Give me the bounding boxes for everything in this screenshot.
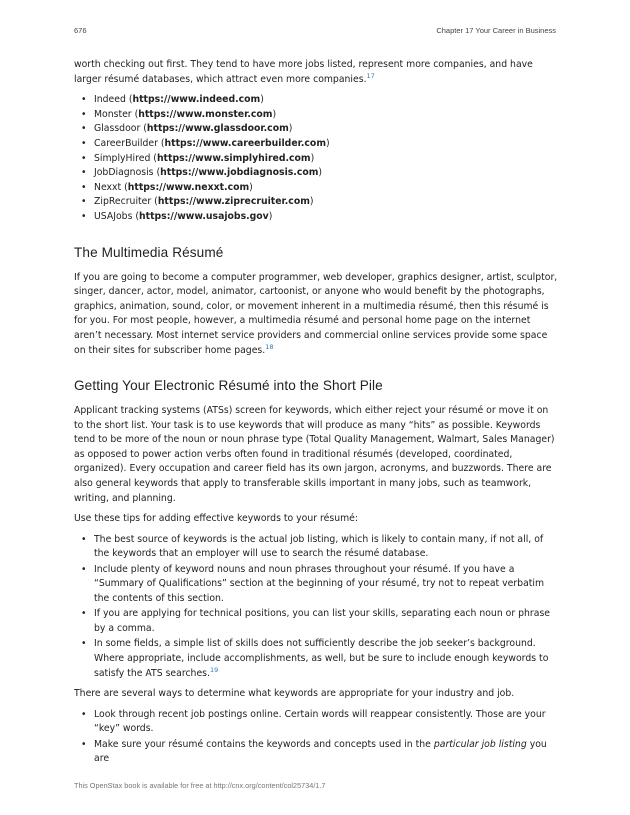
footnote-ref-17[interactable]: 17: [366, 71, 375, 80]
multimedia-paragraph: [74, 271, 558, 359]
list-item: • Glassdoor (https://www.glassdoor.com): [74, 122, 558, 137]
footnote-ref-19[interactable]: 19: [209, 665, 219, 674]
site-link[interactable]: https://www.glassdoor.com: [146, 123, 289, 135]
site-name: USAJobs: [94, 210, 133, 222]
list-item: • Look through recent job postings online. Certain words will reappear consistently. Those are your “key” words.: [74, 708, 558, 737]
site-name: Indeed: [94, 94, 126, 106]
ways-list: [74, 708, 558, 767]
page-footer: This OpenStax book is available for free at http://cnx.org/content/col25734/1.7: [74, 781, 326, 790]
site-name: ZipRecruiter: [94, 196, 152, 208]
multimedia-text: If you are going to become a computer programmer, web developer, graphics designer, artist, sculptor, singer, dancer, actor, model, animator, cartoonist, or anyone who would benefit by the photographs, graphics, animation, sound, color, or movement inherent in a multimedia résumé, then this résumé is for you. For most people, however, a multimedia résumé and personal home page on the internet aren’t necessary. Most internet service providers and commercial online services provide some space on their sites for subscriber home pages.: [74, 271, 558, 356]
page-content: [74, 58, 558, 773]
section-heading-electronic: Getting Your Electronic Résumé into the Short Pile: [74, 378, 383, 394]
site-link[interactable]: https://www.indeed.com: [132, 94, 261, 106]
site-name: CareerBuilder: [94, 137, 158, 149]
page-number: 676: [74, 26, 87, 35]
list-item: • Indeed (https://www.indeed.com): [74, 93, 558, 108]
site-link[interactable]: https://www.usajobs.gov: [139, 210, 269, 222]
list-item: [74, 637, 558, 681]
section-heading-multimedia: The Multimedia Résumé: [74, 244, 224, 260]
list-item: [74, 738, 558, 767]
ways-intro: There are several ways to determine what keywords are appropriate for your industry and job.: [74, 688, 515, 700]
chapter-title: Chapter 17 Your Career in Business: [436, 26, 556, 35]
list-item: • ZipRecruiter (https://www.ziprecruiter.com): [74, 195, 558, 210]
intro-text: worth checking out first. They tend to have more jobs listed, represent more companies, and have larger résumé databases, which attract even more companies.: [74, 59, 533, 85]
list-item: • SimplyHired (https://www.simplyhired.com): [74, 152, 558, 167]
site-link[interactable]: https://www.jobdiagnosis.com: [160, 167, 319, 179]
job-sites-list: [74, 93, 558, 224]
list-item: • Nexxt (https://www.nexxt.com): [74, 181, 558, 196]
site-name: Monster: [94, 108, 132, 120]
list-item: • The best source of keywords is the actual job listing, which is likely to contain many, if not all, of the keywords that an employer will use to search the résumé database.: [74, 533, 558, 562]
way-emphasis: particular job listing: [433, 738, 527, 750]
site-link[interactable]: https://www.monster.com: [138, 108, 273, 120]
tip-text: In some fields, a simple list of skills does not sufficiently describe the job seeker’s background. Where appropriate, include accomplishments, as well, but be sure to include enough keywords to satisfy the ATS searches.: [94, 638, 549, 679]
electronic-paragraph: Applicant tracking systems (ATSs) screen for keywords, which either reject your résumé or move it on to the short list. Your task is to use keywords that will produce as many “hits” as possible. Keywords tend to be more of the noun or noun phrase type (Total Quality Management, Walmart, Sales Manager) as opposed to power action verbs often found in traditional résumés (developed, coordinated, organized). Every occupation and career field has its own jargon, acronyms, and buzzwords. There are also general keywords that apply to transferable skills important in many jobs, such as teamwork, writing, and planning.: [74, 405, 555, 504]
list-item: • JobDiagnosis (https://www.jobdiagnosis.com): [74, 166, 558, 181]
list-item: • USAJobs (https://www.usajobs.gov): [74, 210, 558, 225]
list-item: • Include plenty of keyword nouns and noun phrases throughout your résumé. If you have a “Summary of Qualifications” section at the beginning of your résumé, try not to repeat verbatim the contents of this section.: [74, 563, 558, 607]
tips-intro: Use these tips for adding effective keywords to your résumé:: [74, 513, 359, 525]
list-item: • CareerBuilder (https://www.careerbuilder.com): [74, 137, 558, 152]
way-text-end: you are: [94, 738, 547, 765]
tips-list: [74, 533, 558, 681]
site-link[interactable]: https://www.nexxt.com: [127, 181, 250, 193]
list-item: • Monster (https://www.monster.com): [74, 108, 558, 123]
intro-paragraph: [74, 58, 558, 87]
site-name: SimplyHired: [94, 152, 151, 164]
list-item: • If you are applying for technical positions, you can list your skills, separating each noun or phrase by a comma.: [74, 607, 558, 636]
site-name: Nexxt: [94, 181, 122, 193]
site-link[interactable]: https://www.ziprecruiter.com: [157, 196, 310, 208]
site-link[interactable]: https://www.simplyhired.com: [156, 152, 311, 164]
way-text: Make sure your résumé contains the keywords and concepts used in the: [94, 738, 434, 750]
site-name: Glassdoor: [94, 123, 141, 135]
site-link[interactable]: https://www.careerbuilder.com: [164, 137, 327, 149]
footnote-ref-18[interactable]: 18: [265, 342, 274, 351]
site-name: JobDiagnosis: [94, 167, 154, 179]
